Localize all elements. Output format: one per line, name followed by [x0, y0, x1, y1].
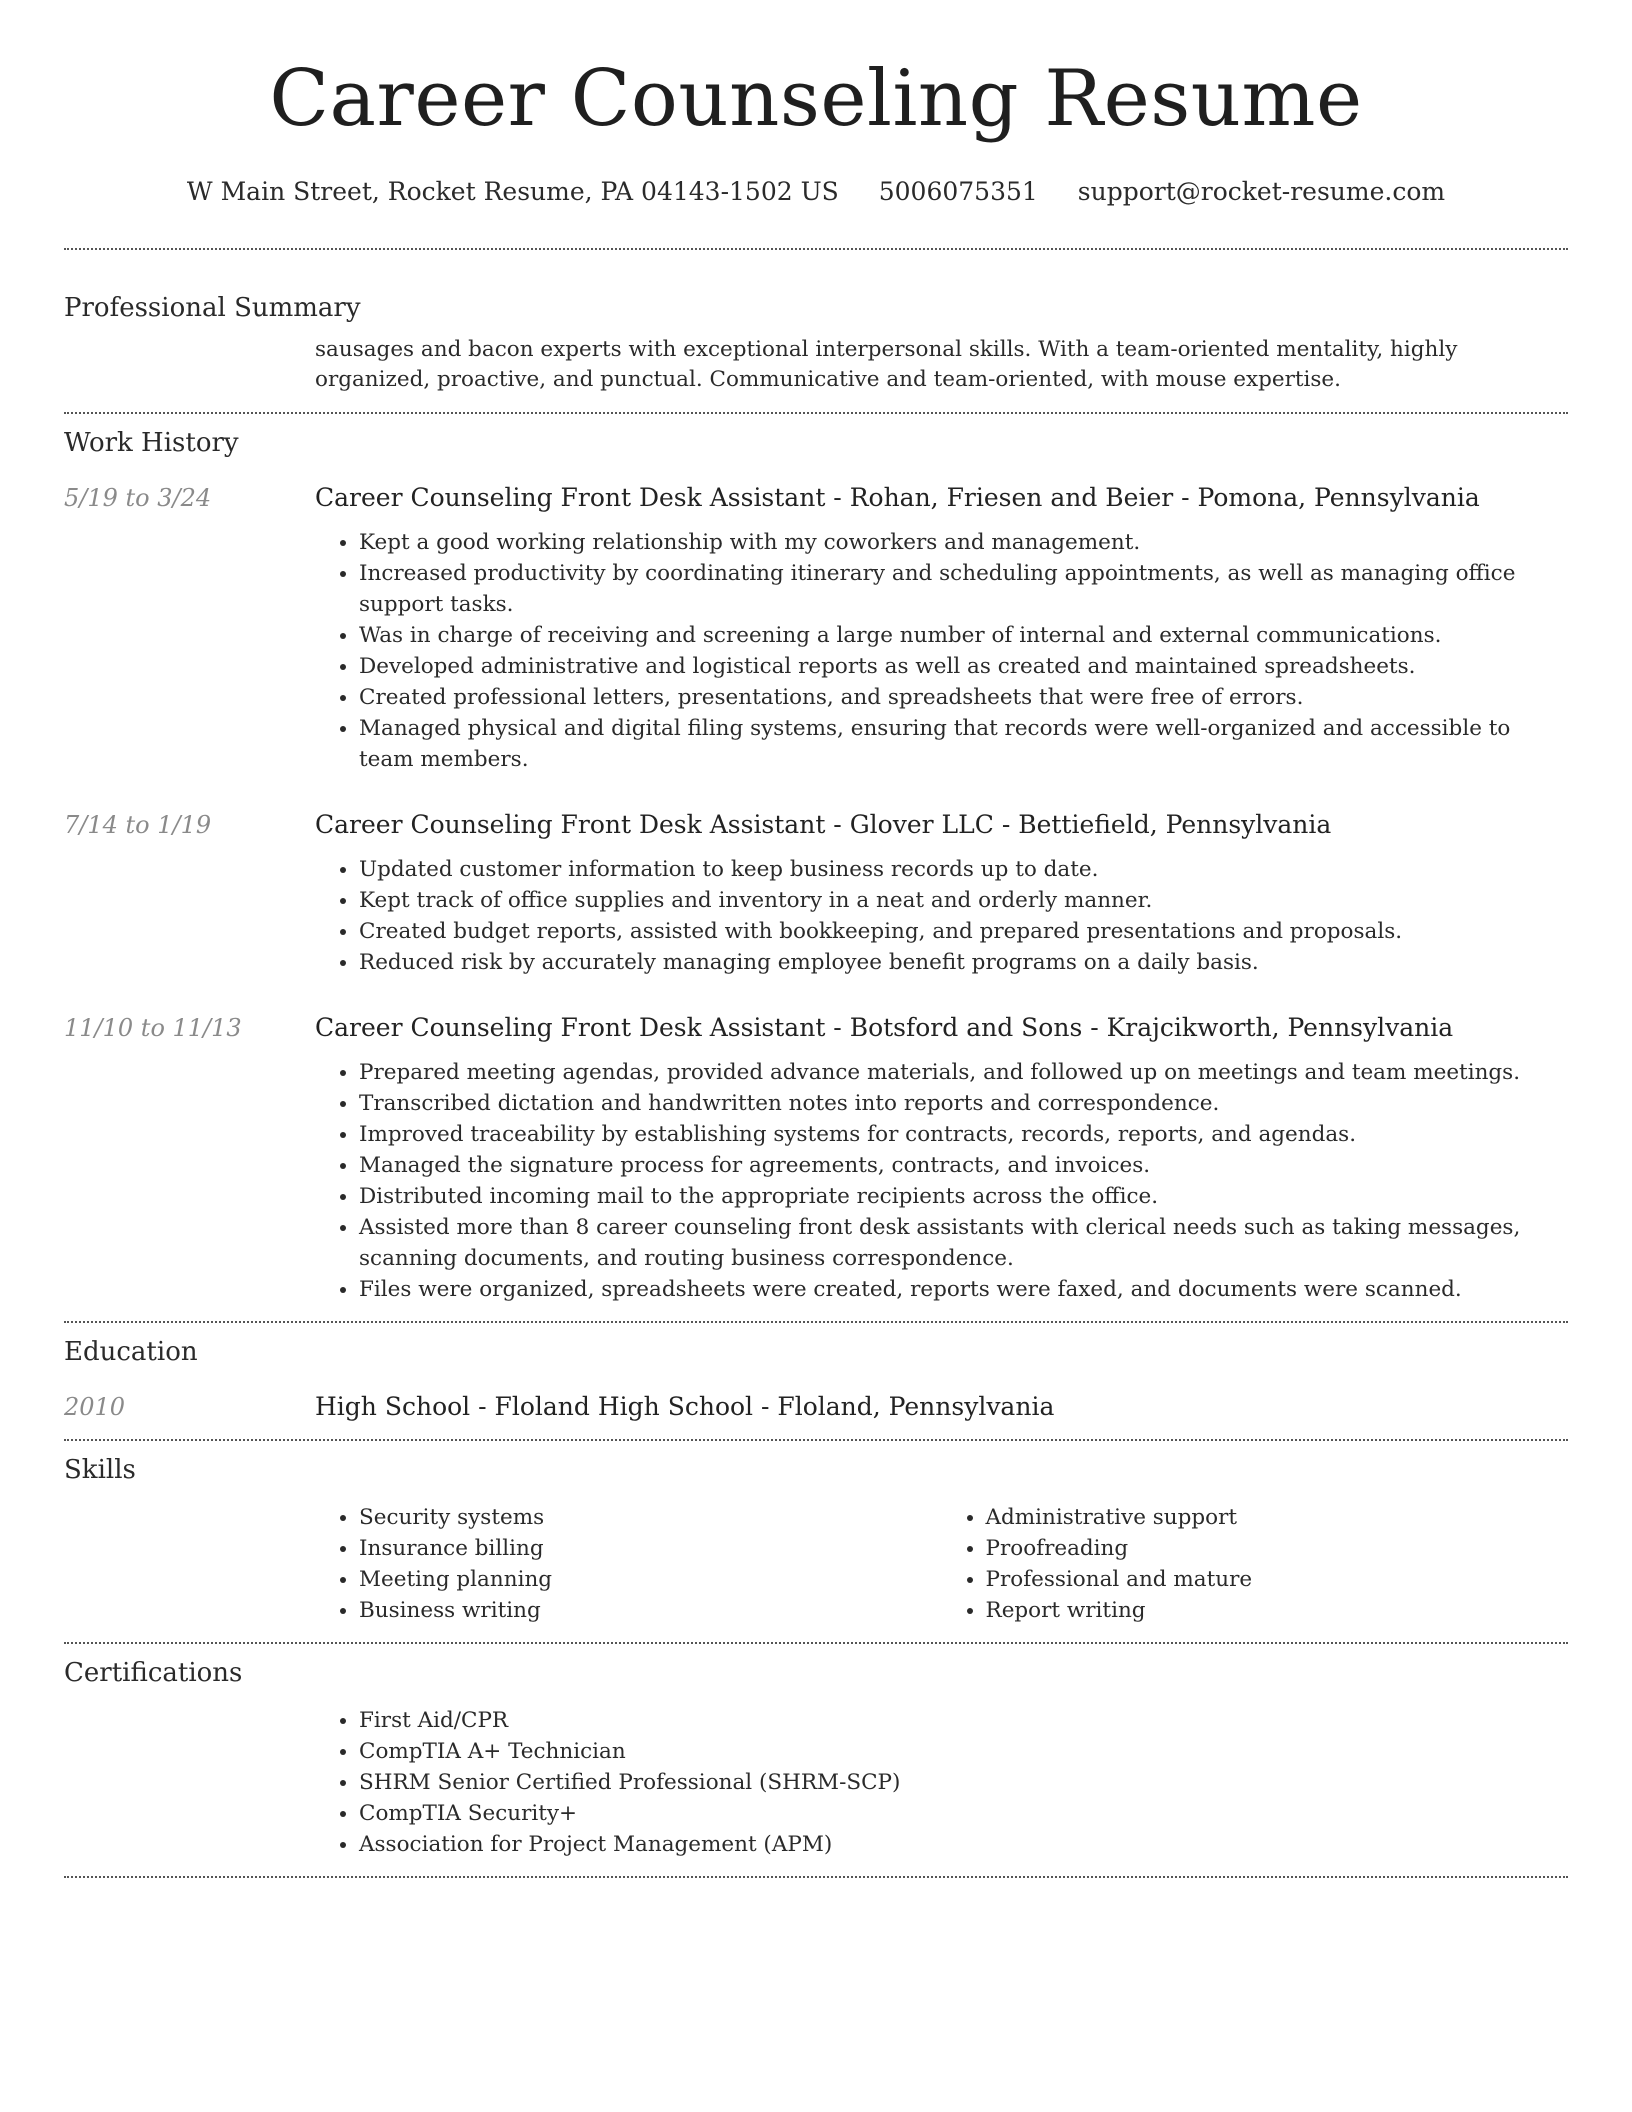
job-bullet: • Files were organized, spreadsheets were created, reports were faxed, and documents were scanned.	[359, 1274, 1568, 1305]
skills-list-left	[315, 1502, 942, 1626]
job-bullet: • Transcribed dictation and handwritten notes into reports and correspondence.	[359, 1088, 1568, 1119]
certification-item: • First Aid/CPR	[359, 1705, 1568, 1736]
job-bullet: • Managed the signature process for agreements, contracts, and invoices.	[359, 1150, 1568, 1181]
skill-item: • Administrative support	[986, 1502, 1569, 1533]
job-bullets	[315, 854, 1568, 978]
work-section	[64, 414, 1568, 1321]
job-bullet: • Assisted more than 8 career counseling front desk assistants with clerical needs such as taking messages, scanning documents, and routing business correspondence.	[359, 1212, 1568, 1274]
education-year: 2010	[64, 1393, 126, 1421]
job-bullets	[315, 527, 1568, 775]
job-bullet: • Distributed incoming mail to the appropriate recipients across the office.	[359, 1181, 1568, 1212]
job-dates: 5/19 to 3/24	[64, 484, 212, 512]
skill-item: • Meeting planning	[359, 1564, 942, 1595]
skills-grid	[315, 1502, 1568, 1626]
job-bullet: • Created professional letters, presentations, and spreadsheets that were free of errors.	[359, 682, 1568, 713]
certifications-section	[64, 1644, 1568, 1876]
job-bullet: • Prepared meeting agendas, provided advance materials, and followed up on meetings and team meetings.	[359, 1057, 1568, 1088]
job-bullet: • Was in charge of receiving and screening a large number of internal and external communications.	[359, 620, 1568, 651]
education-heading: High School - Floland High School - Floland, Pennsylvania	[315, 1392, 1055, 1421]
skill-item: • Professional and mature	[986, 1564, 1569, 1595]
job-bullet: • Managed physical and digital filing systems, ensuring that records were well-organized and accessible to team members.	[359, 713, 1568, 775]
job-heading: Career Counseling Front Desk Assistant - Botsford and Sons - Krajcikworth, Pennsylvania	[315, 1013, 1454, 1042]
job-dates: 11/10 to 11/13	[64, 1014, 242, 1042]
certification-item: • CompTIA A+ Technician	[359, 1736, 1568, 1767]
education-section	[64, 1323, 1568, 1439]
skills-section	[64, 1441, 1568, 1642]
job-entry	[64, 809, 1568, 978]
resume-content	[64, 248, 1568, 1878]
job-entry	[64, 1012, 1568, 1305]
job-bullet: • Kept a good working relationship with my coworkers and management.	[359, 527, 1568, 558]
skill-item: • Report writing	[986, 1595, 1569, 1626]
education-entry	[64, 1391, 1568, 1423]
job-heading: Career Counseling Front Desk Assistant - Rohan, Friesen and Beier - Pomona, Pennsylvania	[315, 483, 1480, 512]
skill-item: • Proofreading	[986, 1533, 1569, 1564]
job-bullet: • Developed administrative and logistical reports as well as created and maintained spreadsheets.	[359, 651, 1568, 682]
resume-name: Career Counseling Resume	[269, 54, 1363, 144]
skill-item: • Insurance billing	[359, 1533, 942, 1564]
contact-address: W Main Street, Rocket Resume, PA 04143-1502 US	[186, 177, 839, 206]
skills-list-right	[942, 1502, 1569, 1626]
skill-item: • Business writing	[359, 1595, 942, 1626]
education-title: Education	[64, 1337, 198, 1367]
summary-section	[64, 250, 1568, 412]
contact-phone: 5006075351	[878, 177, 1038, 206]
work-title: Work History	[64, 428, 239, 458]
certification-item: • SHRM Senior Certified Professional (SHRM-SCP)	[359, 1767, 1568, 1798]
certification-item: • Association for Project Management (APM)	[359, 1829, 1568, 1860]
certifications-list	[315, 1705, 1568, 1860]
job-entry	[64, 482, 1568, 775]
job-dates: 7/14 to 1/19	[64, 811, 212, 839]
job-bullet: • Reduced risk by accurately managing employee benefit programs on a daily basis.	[359, 947, 1568, 978]
contact-line	[0, 176, 1632, 208]
section-divider	[64, 1876, 1568, 1878]
summary-title: Professional Summary	[64, 293, 361, 323]
job-bullets	[315, 1057, 1568, 1305]
skills-title: Skills	[64, 1455, 136, 1485]
skill-item: • Security systems	[359, 1502, 942, 1533]
contact-email: support@rocket-resume.com	[1077, 177, 1446, 206]
certifications-title: Certifications	[64, 1658, 243, 1688]
certification-item: • CompTIA Security+	[359, 1798, 1568, 1829]
resume-header	[0, 0, 1632, 208]
job-bullet: • Increased productivity by coordinating itinerary and scheduling appointments, as well as managing office support tasks.	[359, 558, 1568, 620]
job-heading: Career Counseling Front Desk Assistant - Glover LLC - Bettiefield, Pennsylvania	[315, 810, 1332, 839]
job-bullet: • Updated customer information to keep business records up to date.	[359, 854, 1568, 885]
job-bullet: • Created budget reports, assisted with bookkeeping, and prepared presentations and proposals.	[359, 916, 1568, 947]
job-bullet: • Improved traceability by establishing systems for contracts, records, reports, and agendas.	[359, 1119, 1568, 1150]
job-bullet: • Kept track of office supplies and inventory in a neat and orderly manner.	[359, 885, 1568, 916]
summary-text: sausages and bacon experts with exceptional interpersonal skills. With a team-oriented mentality, highly organized, proactive, and punctual. Communicative and team-oriented, with mouse expertise.	[315, 337, 1458, 392]
